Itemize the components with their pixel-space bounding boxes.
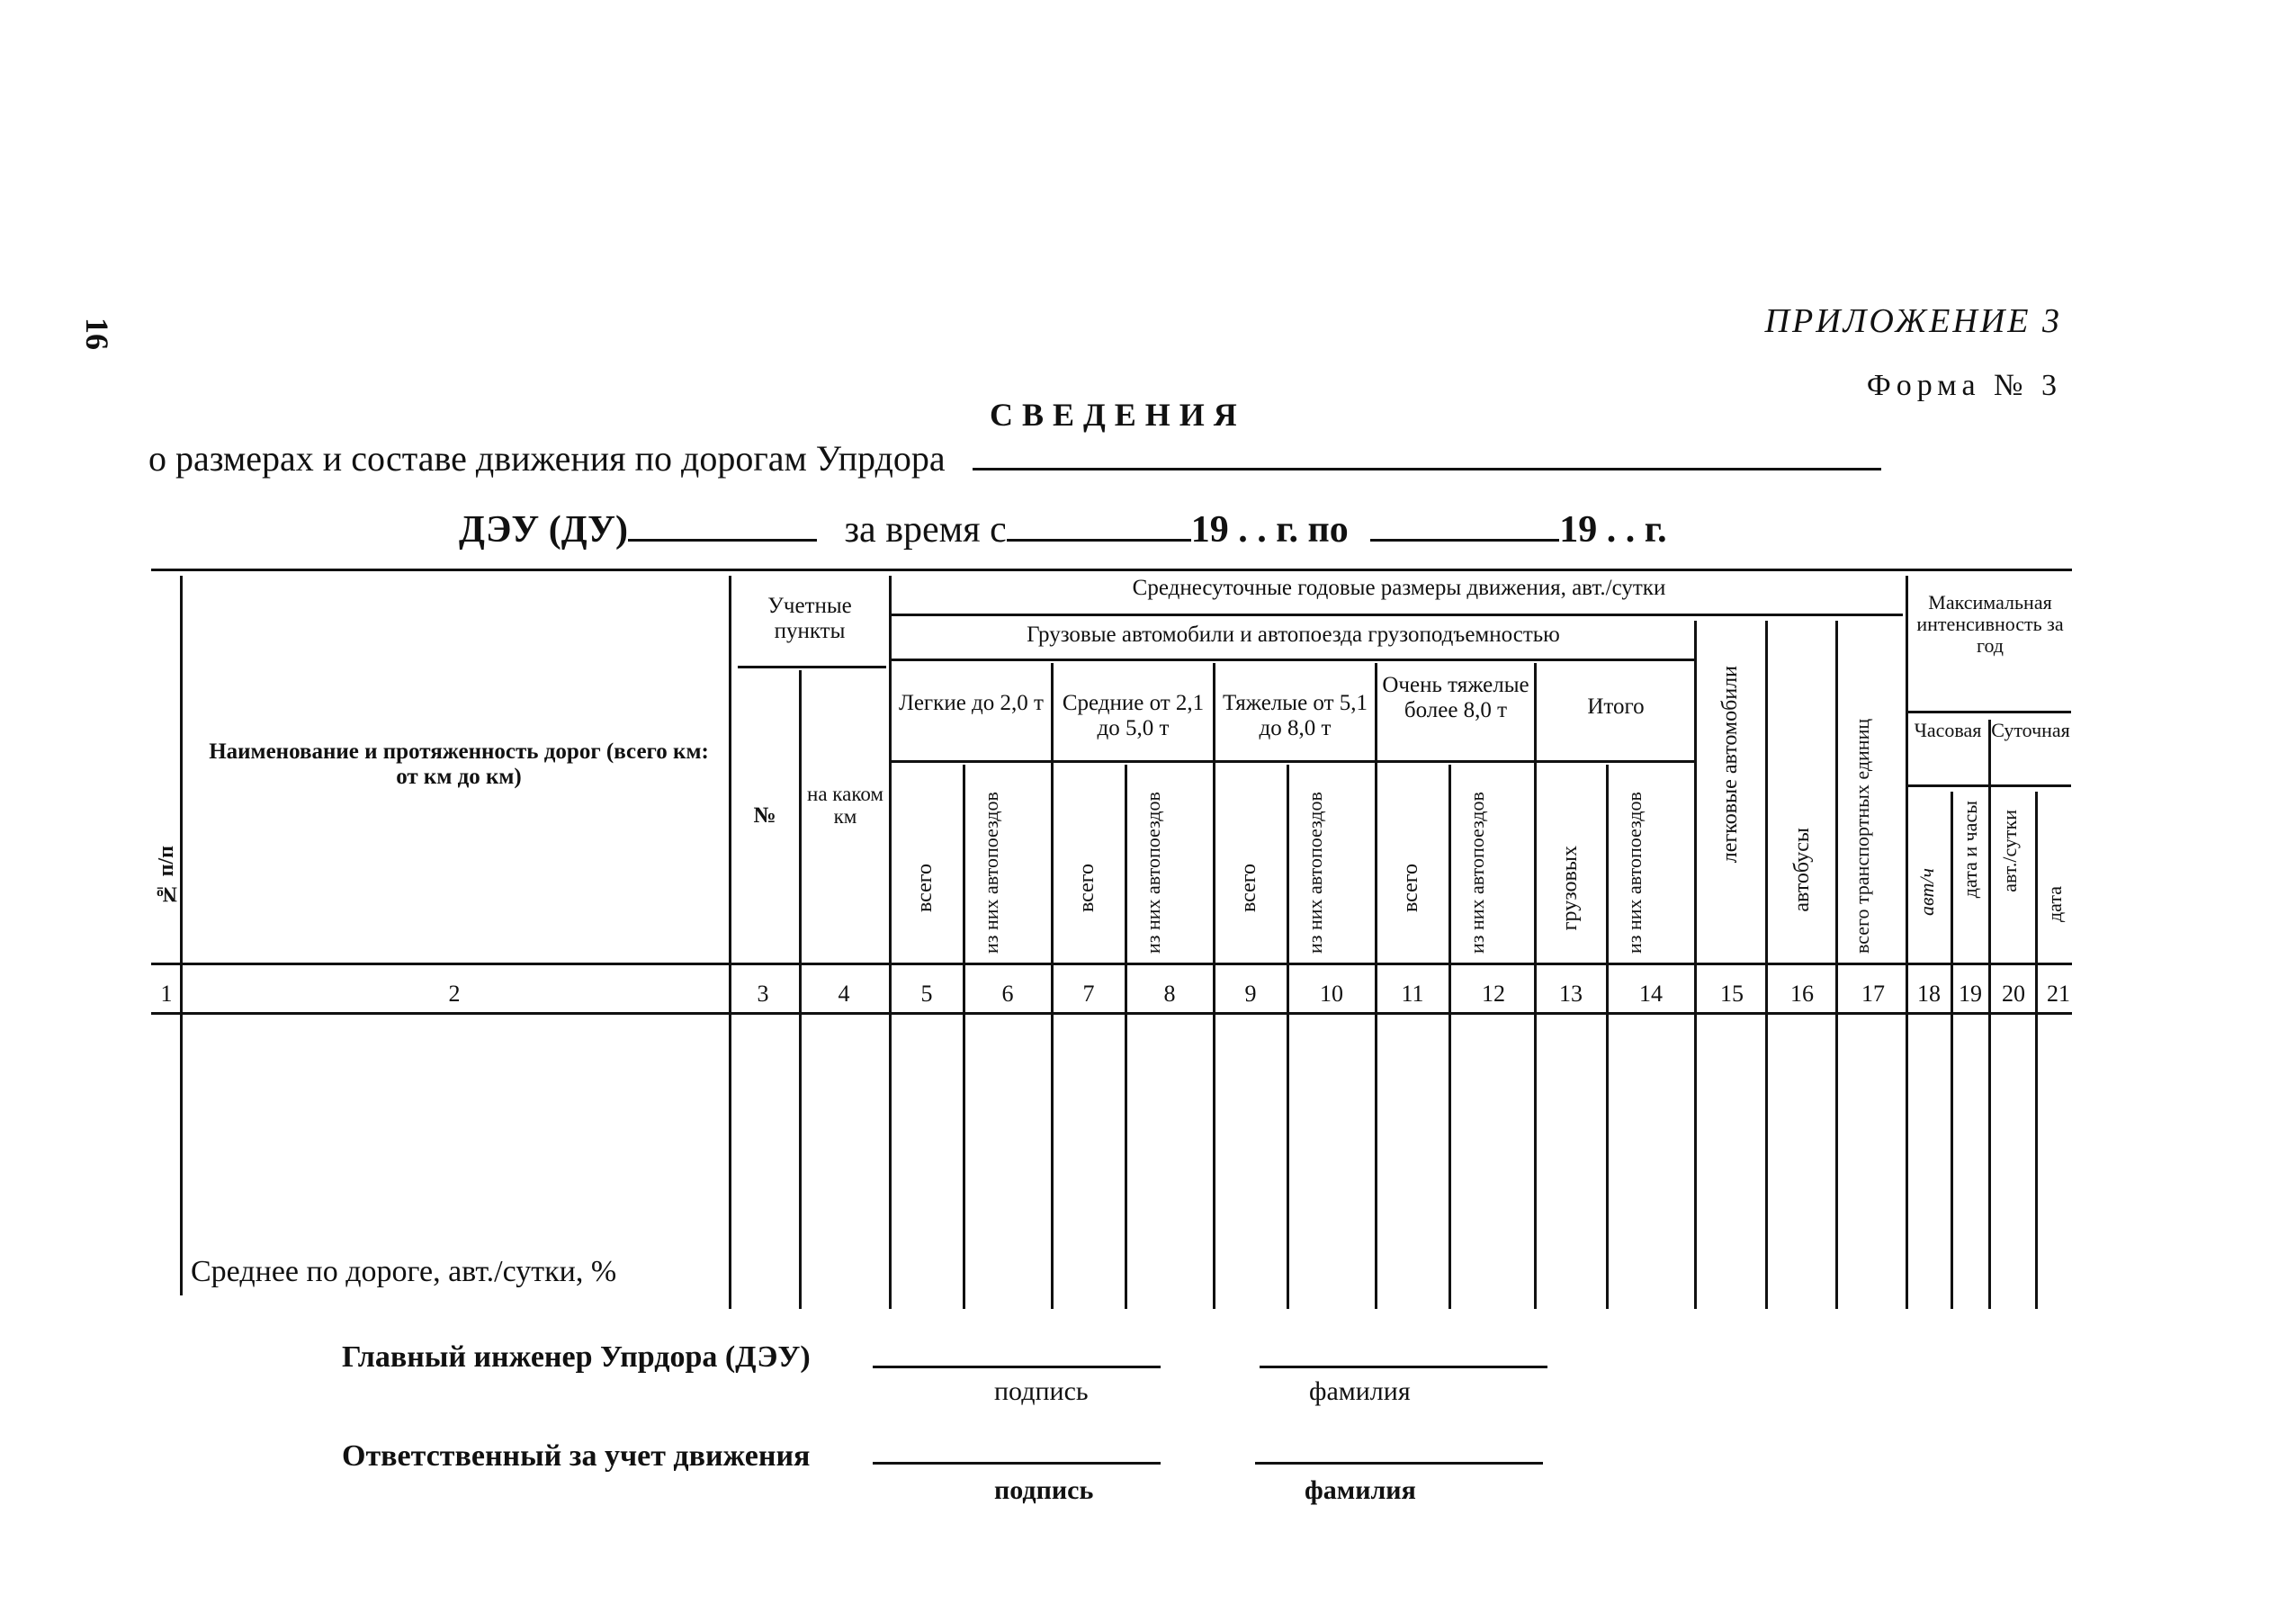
header-medium-all: всего <box>1075 864 1099 913</box>
avg-row-label: Среднее по дороге, авт./сутки, % <box>191 1255 617 1288</box>
chief-engineer-label: Главный инженер Упрдора (ДЭУ) <box>342 1340 811 1374</box>
header-heavy-trains: из них автопоездов <box>1304 792 1326 954</box>
col-line-4 <box>889 576 892 1309</box>
header-vheavy-all: всего <box>1399 864 1422 913</box>
col-line-7 <box>1125 765 1127 1309</box>
year-from: 19 . . г. по <box>1190 509 1349 551</box>
header-buses: автобусы <box>1790 828 1814 912</box>
col-line-5 <box>963 765 965 1309</box>
deu-blank <box>628 538 817 542</box>
col-num-2: 2 <box>448 981 461 1007</box>
col-num-7: 7 <box>1082 981 1095 1007</box>
header-heavy-all: всего <box>1237 864 1260 913</box>
col-num-15: 15 <box>1720 981 1744 1007</box>
col-line-2 <box>729 576 731 1309</box>
header-very-heavy: Очень тяжелые более 8,0 т <box>1382 673 1529 722</box>
col-line-8 <box>1213 663 1215 1309</box>
col-num-11: 11 <box>1401 981 1424 1007</box>
col-line-12 <box>1534 663 1537 1309</box>
col-line-14 <box>1694 621 1697 1309</box>
col-num-10: 10 <box>1320 981 1343 1007</box>
col-line-16 <box>1835 621 1838 1309</box>
to-blank <box>1370 538 1559 542</box>
col-line-1 <box>180 576 183 1295</box>
header-date: дата <box>2043 886 2066 923</box>
header-cars: легковые автомобили <box>1718 666 1742 864</box>
header-total-cargo: грузовых <box>1558 846 1582 931</box>
col-line-10 <box>1375 663 1377 1309</box>
header-light: Легкие до 2,0 т <box>899 691 1044 715</box>
col-num-3: 3 <box>757 981 769 1007</box>
col-line-18 <box>1951 792 1953 1309</box>
form-number: Форма № 3 <box>1866 369 2062 402</box>
document-subtitle <box>148 437 1881 479</box>
points-underline <box>738 666 886 668</box>
chief-signature-caption: подпись <box>994 1376 1089 1406</box>
header-date-hours: дата и часы <box>1959 801 1981 899</box>
col-num-8: 8 <box>1163 981 1176 1007</box>
col-line-20 <box>2035 792 2038 1309</box>
period-line <box>459 508 1667 551</box>
document-title: СВЕДЕНИЯ <box>990 397 1246 433</box>
appendix-label: ПРИЛОЖЕНИЕ 3 <box>1764 302 2062 340</box>
col-num-18: 18 <box>1917 981 1941 1007</box>
col-num-21: 21 <box>2047 981 2070 1007</box>
year-to: 19 . . г. <box>1559 509 1667 551</box>
table-top-border <box>151 569 2072 571</box>
col-num-5: 5 <box>920 981 933 1007</box>
col-num-1: 1 <box>160 981 173 1007</box>
page-number: 16 <box>79 318 115 350</box>
chief-surname-caption: фамилия <box>1309 1376 1411 1406</box>
chief-signature-line <box>873 1366 1161 1368</box>
col-line-19 <box>1988 720 1991 1309</box>
max-underline <box>1907 711 2071 713</box>
header-trucks: Грузовые автомобили и автопоезда грузоподъемностью <box>1027 623 1560 647</box>
col-num-20: 20 <box>2002 981 2025 1007</box>
header-transport-units: всего транспортных единиц <box>1851 718 1873 954</box>
header-max-intensity: Максимальная интенсивность за год <box>1916 591 2064 658</box>
resp-signature-caption: подпись <box>994 1475 1094 1505</box>
subtitle-text: о размерах и составе движения по дорогам Упрдора <box>148 438 946 479</box>
col-line-15 <box>1765 621 1768 1309</box>
col-num-16: 16 <box>1790 981 1814 1007</box>
header-medium-trains: из них автопоездов <box>1142 792 1164 954</box>
header-row-number: № п/п <box>155 846 178 906</box>
col-line-3 <box>799 670 802 1309</box>
col-line-6 <box>1051 663 1054 1309</box>
responsible-label: Ответственный за учет движения <box>342 1439 811 1473</box>
resp-surname-line <box>1255 1462 1543 1465</box>
header-avt-h: авт/ч <box>1915 868 1938 917</box>
header-point-km: на каком км <box>807 783 883 829</box>
header-point-no: № <box>753 803 776 828</box>
resp-signature-line <box>873 1462 1161 1465</box>
header-light-all: всего <box>913 864 937 913</box>
col-numbers-bottom-border <box>151 1012 2072 1015</box>
header-avg-traffic: Среднесуточные годовые размеры движения, авт./сутки <box>1132 576 1666 600</box>
col-num-12: 12 <box>1482 981 1505 1007</box>
col-line-11 <box>1448 765 1451 1309</box>
from-blank <box>1007 538 1191 542</box>
col-num-4: 4 <box>838 981 850 1007</box>
col-line-17 <box>1906 576 1908 1309</box>
col-num-14: 14 <box>1639 981 1663 1007</box>
col-num-19: 19 <box>1959 981 1982 1007</box>
header-light-trains: из них автопоездов <box>980 792 1002 954</box>
trucks-header-underline <box>891 659 1696 661</box>
header-medium: Средние от 2,1 до 5,0 т <box>1062 691 1205 740</box>
col-line-13 <box>1606 765 1609 1309</box>
header-daily: Суточная <box>1991 719 2070 741</box>
header-heavy: Тяжелые от 5,1 до 8,0 т <box>1222 691 1368 740</box>
header-vheavy-trains: из них автопоездов <box>1466 792 1488 954</box>
header-road-name: Наименование и протяженность дорог (всего км: от км до км) <box>209 739 709 789</box>
col-num-6: 6 <box>1001 981 1014 1007</box>
header-total-trains: из них автопоездов <box>1623 792 1646 954</box>
col-num-9: 9 <box>1244 981 1257 1007</box>
weight-classes-underline <box>891 760 1696 763</box>
avg-header-underline <box>891 614 1903 616</box>
header-avt-day: авт./сутки <box>1998 810 2021 892</box>
header-bottom-border <box>151 963 2072 965</box>
col-num-17: 17 <box>1861 981 1885 1007</box>
header-hourly: Часовая <box>1914 719 1982 741</box>
upr-blank-line <box>973 467 1881 470</box>
col-line-9 <box>1287 765 1289 1309</box>
chief-surname-line <box>1260 1366 1547 1368</box>
resp-surname-caption: фамилия <box>1305 1475 1416 1505</box>
header-total: Итого <box>1587 694 1645 719</box>
col-num-13: 13 <box>1559 981 1583 1007</box>
deu-label: ДЭУ (ДУ) <box>459 509 628 551</box>
period-from-label: за время с <box>844 509 1007 551</box>
header-points: Учетные пункты <box>767 594 852 643</box>
